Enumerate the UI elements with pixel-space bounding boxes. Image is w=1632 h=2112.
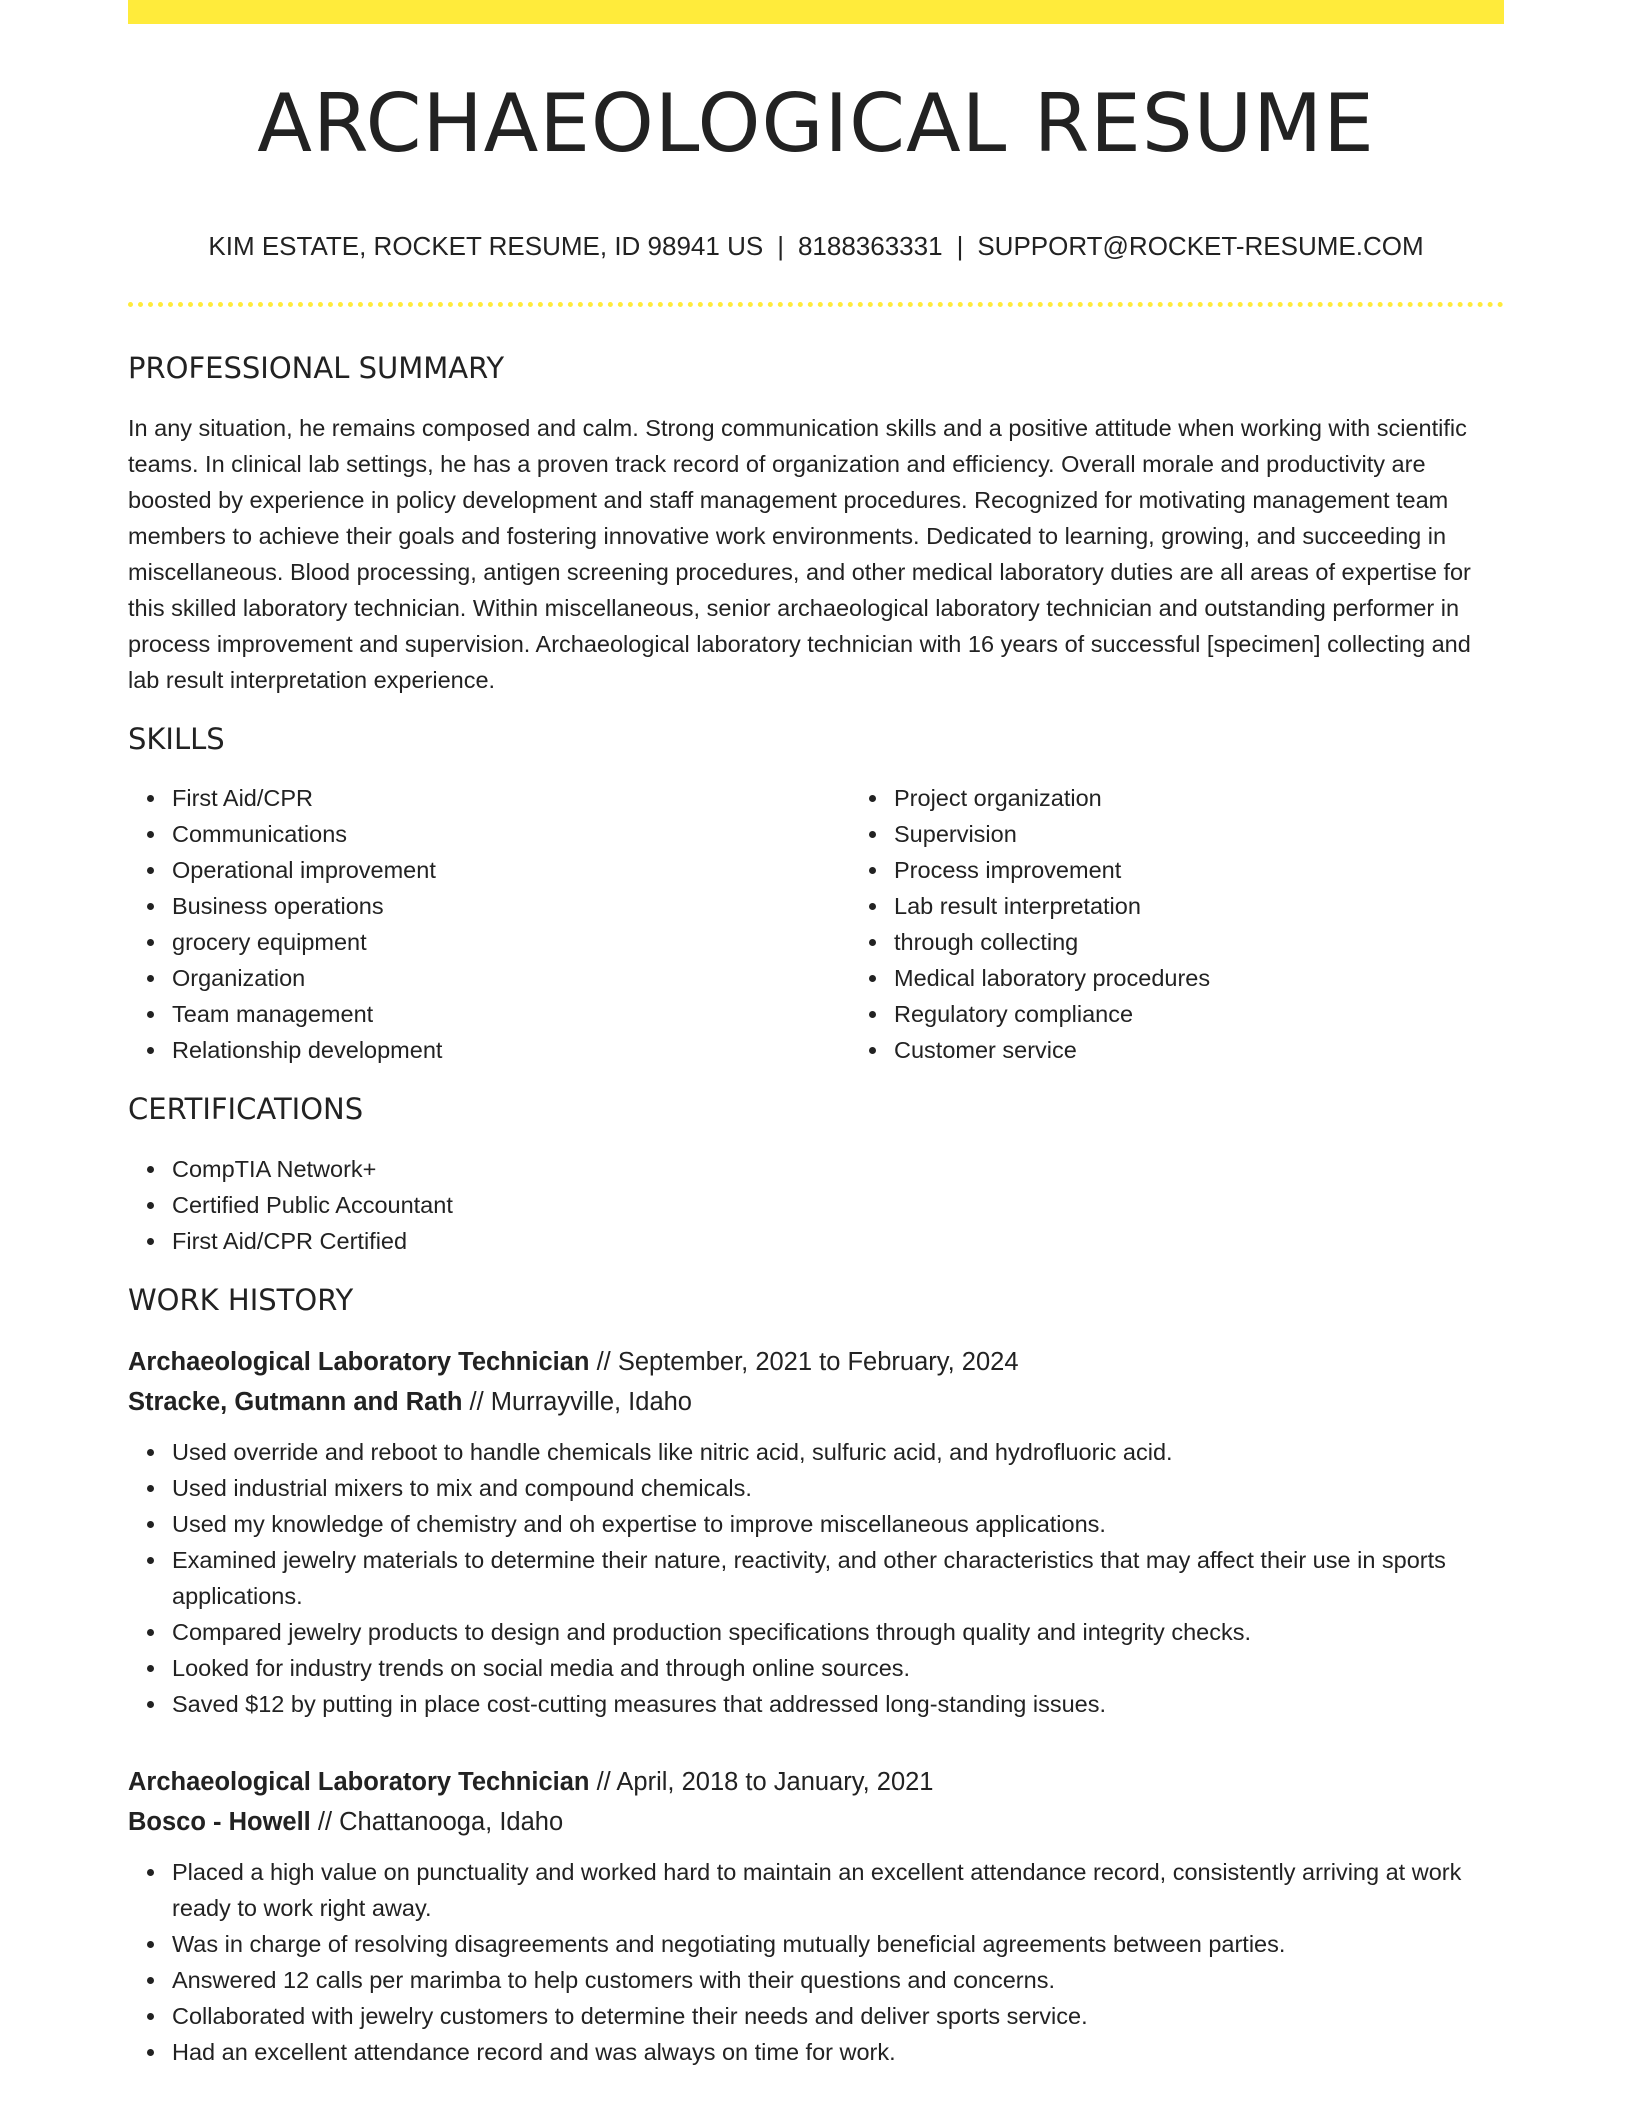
skill-item: Organization [172,960,850,996]
skill-item: Lab result interpretation [894,888,1572,924]
job-entry [128,1342,1504,1722]
skill-item: Regulatory compliance [894,996,1572,1032]
contact-line [128,230,1504,264]
skill-item: Operational improvement [172,852,850,888]
skills-grid [128,780,1504,1068]
job-bullet: Used industrial mixers to mix and compound chemicals. [172,1470,1504,1506]
job-location: // Murrayville, Idaho [462,1387,692,1416]
job-bullet: Was in charge of resolving disagreements and negotiating mutually beneficial agreements between parties. [172,1926,1504,1962]
skill-item: through collecting [894,924,1572,960]
job-bullets [128,1854,1504,2070]
skill-item: Process improvement [894,852,1572,888]
job-title-line [128,1342,1504,1382]
work-history-heading: WORK HISTORY [128,1283,354,1318]
skill-item: Customer service [894,1032,1572,1068]
job-bullet: Collaborated with jewelry customers to determine their needs and deliver sports service. [172,1998,1504,2034]
contact-address: KIM ESTATE, ROCKET RESUME, ID 98941 US [208,231,764,261]
skill-item: Supervision [894,816,1572,852]
top-accent-bar [128,0,1504,24]
job-location: // Chattanooga, Idaho [310,1807,564,1836]
job-company: Bosco - Howell [128,1807,311,1836]
job-bullet: Saved $12 by putting in place cost-cutting measures that addressed long-standing issues. [172,1686,1504,1722]
certification-item: First Aid/CPR Certified [172,1223,1504,1259]
certifications-heading: CERTIFICATIONS [128,1092,364,1127]
skill-item: Communications [172,816,850,852]
resume-page [128,0,1504,2070]
job-dates: // September, 2021 to February, 2024 [589,1347,1019,1376]
job-bullet: Looked for industry trends on social media and through online sources. [172,1650,1504,1686]
skills-list-right [850,780,1572,1068]
skill-item: Medical laboratory procedures [894,960,1572,996]
job-company: Stracke, Gutmann and Rath [128,1387,463,1416]
skill-item: Project organization [894,780,1572,816]
certification-item: Certified Public Accountant [172,1187,1504,1223]
skill-item: Business operations [172,888,850,924]
skills-list-left [128,780,850,1068]
job-bullet: Examined jewelry materials to determine their nature, reactivity, and other characteristics that may affect their use in sports applications. [172,1542,1504,1614]
job-title: Archaeological Laboratory Technician [128,1767,590,1796]
job-bullet: Placed a high value on punctuality and worked hard to maintain an excellent attendance record, consistently arriving at work ready to work right away. [172,1854,1504,1926]
job-title: Archaeological Laboratory Technician [128,1347,590,1376]
contact-email: SUPPORT@ROCKET-RESUME.COM [977,231,1424,261]
job-company-line [128,1382,1504,1422]
skill-item: Team management [172,996,850,1032]
summary-heading: PROFESSIONAL SUMMARY [128,350,505,385]
job-bullet: Used override and reboot to handle chemicals like nitric acid, sulfuric acid, and hydrofluoric acid. [172,1434,1504,1470]
job-bullet: Used my knowledge of chemistry and oh expertise to improve miscellaneous applications. [172,1506,1504,1542]
job-dates: // April, 2018 to January, 2021 [589,1767,934,1796]
skill-item: First Aid/CPR [172,780,850,816]
skill-item: grocery equipment [172,924,850,960]
job-bullet: Compared jewelry products to design and production specifications through quality and integrity checks. [172,1614,1504,1650]
job-bullet: Had an excellent attendance record and was always on time for work. [172,2034,1504,2070]
job-bullets [128,1434,1504,1722]
job-bullet: Answered 12 calls per marimba to help customers with their questions and concerns. [172,1962,1504,1998]
contact-separator: | [777,231,784,261]
contact-separator: | [956,231,964,261]
job-title-line [128,1762,1504,1802]
job-entry [128,1762,1504,2070]
skill-item: Relationship development [172,1032,850,1068]
certification-item: CompTIA Network+ [172,1151,1504,1187]
skills-heading: SKILLS [128,721,225,756]
dotted-divider [128,302,1504,307]
summary-text: In any situation, he remains composed and calm. Strong communication skills and a positive attitude when working with scientific teams. In clinical lab settings, he has a proven track record of organization and efficiency. Overall morale and productivity are boosted by experience in policy development and staff management procedures. Recognized for motivating management team members to achieve their goals and fostering innovative work environments. Dedicated to learning, growing, and succeeding in miscellaneous. Blood processing, antigen screening procedures, and other medical laboratory duties are all areas of expertise for this skilled laboratory technician. Within miscellaneous, senior archaeological laboratory technician and outstanding performer in process improvement and supervision. Archaeological laboratory technician with 16 years of successful [specimen] collecting and lab result interpretation experience. [128,414,1471,693]
job-company-line [128,1802,1504,1842]
contact-phone: 8188363331 [797,231,943,261]
resume-title: ARCHAEOLOGICAL RESUME [257,77,1375,170]
certifications-list [128,1151,1504,1259]
